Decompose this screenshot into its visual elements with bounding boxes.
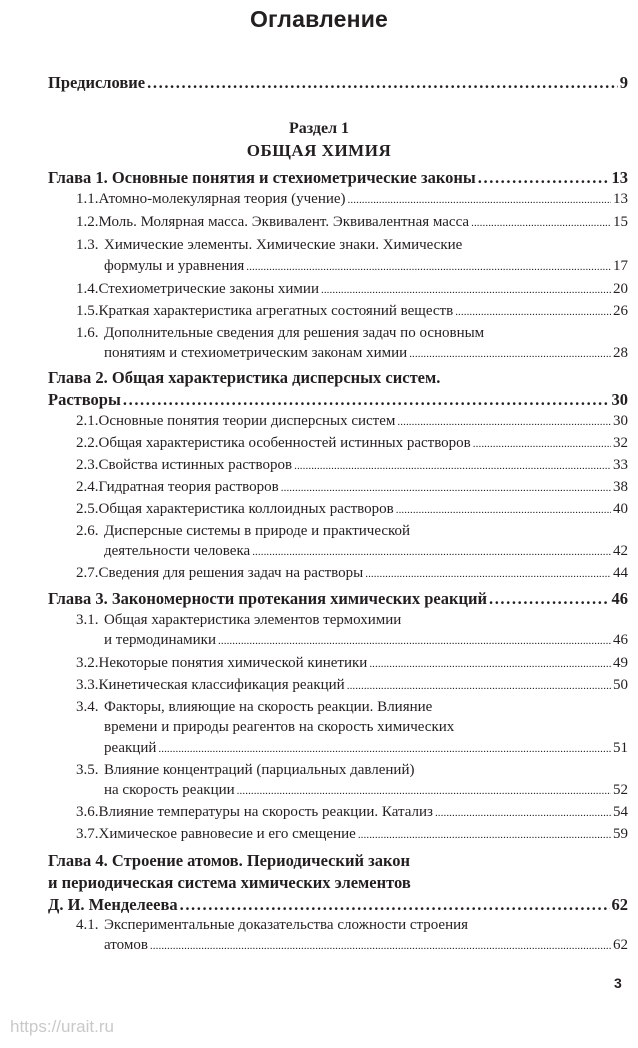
item-page: 46 (613, 632, 628, 648)
toc-item-1-6[interactable] (104, 345, 628, 362)
toc-item-2-5[interactable] (76, 501, 628, 518)
toc-item-2-7[interactable] (76, 565, 628, 582)
item-page: 40 (613, 501, 628, 517)
toc-item-3-6[interactable] (76, 804, 628, 821)
entry-page: 9 (619, 73, 628, 92)
dot-leader (246, 258, 611, 275)
dot-leader (478, 168, 610, 188)
item-page: 15 (613, 214, 628, 230)
chapter-page: 62 (611, 895, 628, 914)
item-title: на скорость реакции (104, 782, 235, 798)
dot-leader (218, 632, 611, 649)
chapter-title: Д. И. Менделеева (48, 895, 178, 914)
item-title: Моль. Молярная масса. Эквивалент. Эквивалентная масса (98, 214, 470, 230)
item-number: 3.3. (76, 677, 99, 693)
item-title: понятиям и стехиометрическим законам химии (104, 345, 408, 361)
dot-leader (409, 345, 611, 362)
item-page: 44 (613, 565, 628, 581)
dot-leader (347, 677, 611, 694)
item-page: 62 (613, 937, 628, 953)
dot-leader (321, 281, 611, 298)
toc-item-2-6[interactable] (104, 543, 628, 560)
item-page: 52 (613, 782, 628, 798)
dot-leader (294, 457, 611, 474)
dot-leader (237, 782, 611, 799)
item-title: атомов (104, 937, 148, 953)
toc-item-2-1[interactable] (76, 413, 628, 430)
section-number: Раздел 1 (288, 120, 350, 137)
item-title-line: Общая характеристика элементов термохимии (104, 612, 402, 628)
dot-leader (397, 413, 611, 430)
dot-leader (158, 740, 611, 757)
toc-item-2-3[interactable] (76, 457, 628, 474)
item-number: 2.7. (76, 565, 99, 581)
toc-item-2-6-line1[interactable] (76, 523, 628, 540)
dot-leader (369, 655, 611, 672)
item-title-line: Факторы, влияющие на скорость реакции. Влияние (104, 699, 433, 715)
item-title: Химическое равновесие и его смещение (98, 826, 356, 842)
toc-item-3-4[interactable] (104, 740, 628, 757)
item-title: формулы и уравнения (104, 258, 245, 274)
item-title: Влияние температуры на скорость реакции. Катализ (98, 804, 433, 820)
item-number: 1.2. (76, 214, 99, 230)
toc-item-4-1[interactable] (104, 937, 628, 954)
dot-leader (435, 804, 611, 821)
chapter-page: 30 (611, 390, 628, 409)
toc-item-1-3[interactable] (104, 258, 628, 275)
dot-leader (489, 589, 610, 609)
toc-chapter-3[interactable] (48, 589, 628, 609)
item-number: 2.5. (76, 501, 99, 517)
dot-leader (471, 214, 611, 231)
item-number: 2.4. (76, 479, 99, 495)
page-number: 3 (614, 975, 622, 991)
item-title-line: Дополнительные сведения для решения задач по основным (104, 325, 485, 341)
item-title: Стехиометрические законы химии (98, 281, 319, 297)
item-number: 1.6. (76, 325, 99, 341)
toc-item-3-4-line1[interactable] (76, 699, 628, 716)
dot-leader (150, 937, 611, 954)
dot-leader (396, 501, 611, 518)
item-title: Основные понятия теории дисперсных систем (98, 413, 396, 429)
item-title: Краткая характеристика агрегатных состояний веществ (98, 303, 454, 319)
toc-item-1-3-line1[interactable] (76, 237, 628, 254)
item-page: 49 (613, 655, 628, 671)
toc-item-4-1-line1[interactable] (76, 917, 628, 934)
toc-item-2-4[interactable] (76, 479, 628, 496)
toc-item-1-6-line1[interactable] (76, 325, 628, 342)
toc-item-1-2[interactable] (76, 214, 628, 231)
item-number: 1.5. (76, 303, 99, 319)
item-page: 17 (613, 258, 628, 274)
item-number: 1.3. (76, 237, 99, 253)
dot-leader (358, 826, 611, 843)
toc-item-3-5-line1[interactable] (76, 762, 628, 779)
toc-entry-preface[interactable] (48, 73, 628, 93)
item-number: 2.1. (76, 413, 99, 429)
dot-leader (473, 435, 611, 452)
chapter-page: 13 (611, 168, 628, 187)
item-number: 2.2. (76, 435, 99, 451)
section-name: ОБЩАЯ ХИМИЯ (246, 141, 392, 160)
item-page: 54 (613, 804, 628, 820)
chapter-page: 46 (611, 589, 628, 608)
item-title: и термодинамики (104, 632, 217, 648)
item-number: 3.4. (76, 699, 99, 715)
item-page: 59 (613, 826, 628, 842)
item-title: Сведения для решения задач на растворы (98, 565, 364, 581)
toc-chapter-2-line1[interactable]: Глава 2. Общая характеристика дисперсных систем. (48, 368, 441, 387)
page-title: Оглавление (249, 6, 389, 32)
item-page: 30 (613, 413, 628, 429)
item-page: 13 (613, 191, 628, 207)
item-title: Общая характеристика коллоидных растворов (98, 501, 394, 517)
dot-leader (348, 191, 611, 208)
toc-chapter-4-line1[interactable]: Глава 4. Строение атомов. Периодический закон (48, 851, 411, 870)
dot-leader (281, 479, 611, 496)
watermark-url: https://urait.ru (10, 1017, 114, 1036)
toc-chapter-1[interactable] (48, 168, 628, 188)
toc-item-3-5[interactable] (104, 782, 628, 799)
item-title-line: Экспериментальные доказательства сложности строения (104, 917, 469, 933)
item-page: 28 (613, 345, 628, 361)
item-page: 38 (613, 479, 628, 495)
toc-item-1-4[interactable] (76, 281, 628, 298)
item-title-line: Влияние концентраций (парциальных давлений) (104, 762, 415, 778)
dot-leader (180, 895, 610, 915)
item-number: 4.1. (76, 917, 99, 933)
toc-item-3-4-line2[interactable]: времени и природы реагентов на скорость химических (104, 719, 455, 735)
item-number: 3.2. (76, 655, 99, 671)
item-page: 50 (613, 677, 628, 693)
toc-item-1-5[interactable] (76, 303, 628, 320)
item-number: 3.1. (76, 612, 99, 628)
item-number: 2.3. (76, 457, 99, 473)
item-title: реакций (104, 740, 157, 756)
dot-leader (147, 73, 618, 93)
item-title-line: Дисперсные системы в природе и практической (104, 523, 411, 539)
item-title: Кинетическая классификация реакций (98, 677, 345, 693)
toc-item-3-7[interactable] (76, 826, 628, 843)
item-page: 51 (613, 740, 628, 756)
item-title: Общая характеристика особенностей истинных растворов (98, 435, 471, 451)
item-title: деятельности человека (104, 543, 251, 559)
item-page: 32 (613, 435, 628, 451)
item-number: 1.1. (76, 191, 99, 207)
item-page: 26 (613, 303, 628, 319)
chapter-title: Глава 3. Закономерности протекания химических реакций (48, 589, 487, 608)
toc-chapter-4[interactable] (48, 895, 628, 915)
dot-leader (455, 303, 611, 320)
toc-item-2-2[interactable] (76, 435, 628, 452)
toc-item-1-1[interactable] (76, 191, 628, 208)
toc-chapter-2[interactable] (48, 390, 628, 410)
item-page: 33 (613, 457, 628, 473)
toc-chapter-4-line2[interactable]: и периодическая система химических элементов (48, 873, 411, 892)
dot-leader (365, 565, 611, 582)
item-title: Некоторые понятия химической кинетики (98, 655, 368, 671)
entry-title: Предисловие (48, 73, 146, 92)
item-number: 1.4. (76, 281, 99, 297)
item-number: 3.6. (76, 804, 99, 820)
item-page: 20 (613, 281, 628, 297)
item-number: 3.5. (76, 762, 99, 778)
item-title: Гидратная теория растворов (98, 479, 279, 495)
item-title: Атомно-молекулярная теория (учение) (98, 191, 346, 207)
toc-item-3-3[interactable] (76, 677, 628, 694)
item-title: Свойства истинных растворов (98, 457, 293, 473)
dot-leader (252, 543, 611, 560)
item-number: 3.7. (76, 826, 99, 842)
chapter-title: Глава 1. Основные понятия и стехиометрические законы (48, 168, 476, 187)
item-page: 42 (613, 543, 628, 559)
item-number: 2.6. (76, 523, 99, 539)
dot-leader (123, 390, 610, 410)
toc-item-3-1-line1[interactable] (76, 612, 628, 629)
item-title-line: Химические элементы. Химические знаки. Химические (104, 237, 463, 253)
chapter-title: Растворы (48, 390, 121, 409)
toc-item-3-1[interactable] (104, 632, 628, 649)
toc-item-3-2[interactable] (76, 655, 628, 672)
